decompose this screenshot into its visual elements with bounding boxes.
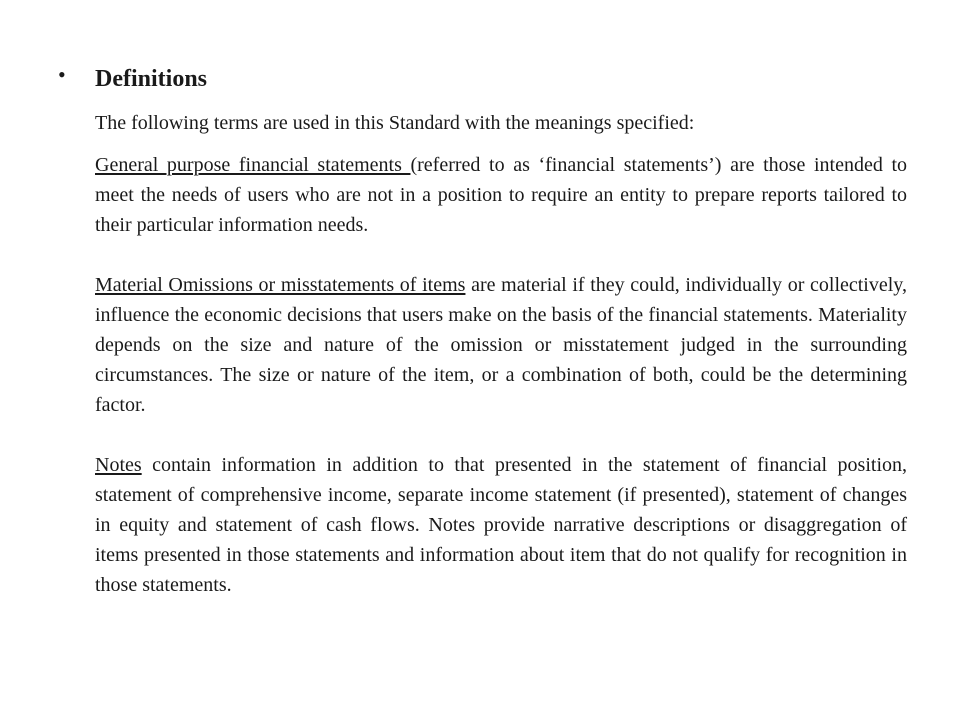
definition-notes [95, 450, 907, 600]
term-notes: Notes [95, 454, 142, 476]
intro-text: The following terms are used in this Standard with the meanings specified: [95, 112, 695, 134]
definition-text-notes: contain information in addition to that presented in the statement of financial position, statement of comprehensive income, separate income statement (if presented), statement of changes in equity and statement of cash flows. Notes provide narrative descriptions or disaggregation of items presented in those statements and information about item that do not qualify for recognition in those statements. [95, 454, 907, 596]
bullet-marker: • [58, 62, 66, 87]
slide-body [95, 108, 907, 600]
term-material: Material Omissions or misstatements of items [95, 274, 466, 296]
definition-general-purpose [95, 150, 907, 240]
definition-material [95, 270, 907, 420]
term-general-purpose: General purpose financial statements [95, 154, 411, 176]
definition-text-general-purpose: (referred to as ‘financial statements’) are those intended to meet the needs of users who are not in a position to require an entity to prepare reports tailored to their particular information needs. [95, 154, 908, 236]
definition-text-material: are material if they could, individually or collectively, influence the economic decisions that users make on the basis of the financial statements. Materiality depends on the size and nature of the omission or misstatement judged in the surrounding circumstances. The size or nature of the item, or a combination of both, could be the determining factor. [95, 274, 908, 416]
slide-title: Definitions [95, 66, 208, 92]
